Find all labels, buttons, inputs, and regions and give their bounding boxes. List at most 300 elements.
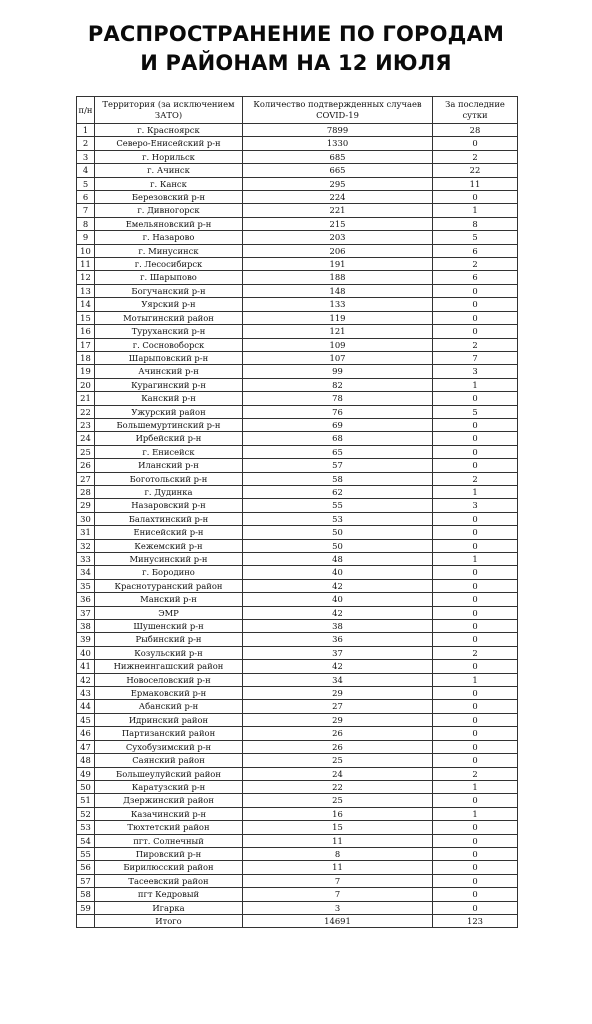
territory-cell: Нижнеингашский район [95,660,243,673]
territory-cell: Дзержинский район [95,794,243,807]
day-cell: 7 [433,351,518,364]
territory-cell: г. Минусинск [95,244,243,257]
row-num: 20 [77,378,95,391]
territory-cell: Партизанский район [95,727,243,740]
table-row [77,445,518,458]
table-row [77,298,518,311]
territory-cell: Бирилюсский район [95,861,243,874]
row-num: 16 [77,325,95,338]
day-cell: 0 [433,633,518,646]
table-row [77,687,518,700]
territory-cell: Идринский район [95,713,243,726]
row-num: 55 [77,847,95,860]
day-cell: 0 [433,298,518,311]
table-row [77,485,518,498]
day-cell: 6 [433,244,518,257]
day-cell: 0 [433,660,518,673]
table-row [77,740,518,753]
cases-cell: 42 [243,579,433,592]
row-num: 43 [77,687,95,700]
row-num: 37 [77,606,95,619]
row-num: 10 [77,244,95,257]
territory-cell: г. Назарово [95,231,243,244]
day-cell: 0 [433,325,518,338]
table-row [77,392,518,405]
row-num: 21 [77,392,95,405]
row-num: 12 [77,271,95,284]
cases-cell: 29 [243,713,433,726]
row-num: 36 [77,593,95,606]
territory-cell: Ермаковский р-н [95,687,243,700]
table-row [77,405,518,418]
territory-cell: г. Дудинка [95,485,243,498]
cases-cell: 133 [243,298,433,311]
table-row [77,606,518,619]
row-num: 41 [77,660,95,673]
day-cell: 0 [433,606,518,619]
day-cell: 3 [433,499,518,512]
cases-cell: 685 [243,150,433,163]
row-num: 48 [77,754,95,767]
cases-cell: 68 [243,432,433,445]
day-cell: 0 [433,620,518,633]
row-num: 58 [77,888,95,901]
table-row [77,660,518,673]
row-num: 9 [77,231,95,244]
cases-cell: 148 [243,284,433,297]
territory-cell: Ачинский р-н [95,365,243,378]
territory-cell: Казачинский р-н [95,807,243,820]
table-row [77,566,518,579]
territory-cell: г. Сосновоборск [95,338,243,351]
table-row [77,499,518,512]
territory-cell: Игарка [95,901,243,914]
cases-cell: 16 [243,807,433,820]
cases-cell: 215 [243,217,433,230]
territory-cell: Краснотуранский район [95,579,243,592]
row-num: 2 [77,137,95,150]
day-cell: 0 [433,713,518,726]
cases-cell: 109 [243,338,433,351]
title-line-2: И РАЙОНАМ НА 12 ИЮЛЯ [140,51,452,75]
territory-cell: Емельяновский р-н [95,217,243,230]
day-cell: 0 [433,284,518,297]
cases-cell: 40 [243,593,433,606]
day-cell: 2 [433,338,518,351]
row-num: 31 [77,526,95,539]
row-num: 23 [77,418,95,431]
day-cell: 1 [433,673,518,686]
day-cell: 3 [433,365,518,378]
cases-cell: 76 [243,405,433,418]
row-num: 8 [77,217,95,230]
territory-cell: г. Енисейск [95,445,243,458]
row-num: 45 [77,713,95,726]
cases-cell: 50 [243,539,433,552]
table-row [77,673,518,686]
territory-cell: Уярский р-н [95,298,243,311]
territory-cell: г. Канск [95,177,243,190]
row-num: 22 [77,405,95,418]
row-num: 38 [77,620,95,633]
row-num: 6 [77,191,95,204]
day-cell: 0 [433,700,518,713]
table-row [77,539,518,552]
table-row [77,874,518,887]
day-cell: 1 [433,485,518,498]
cases-cell: 121 [243,325,433,338]
row-num: 52 [77,807,95,820]
cases-cell: 48 [243,553,433,566]
cases-cell: 62 [243,485,433,498]
cases-cell: 65 [243,445,433,458]
row-num: 5 [77,177,95,190]
table-body [77,124,518,915]
cases-cell: 26 [243,727,433,740]
table-row [77,512,518,525]
cases-cell: 58 [243,472,433,485]
day-cell: 0 [433,418,518,431]
cases-cell: 25 [243,754,433,767]
header-day: За последние сутки [433,97,518,124]
day-cell: 0 [433,834,518,847]
total-day: 123 [433,914,518,927]
table-row [77,593,518,606]
table-row [77,847,518,860]
row-num: 51 [77,794,95,807]
day-cell: 0 [433,901,518,914]
territory-cell: г. Шарыпово [95,271,243,284]
header-num: п/н [77,97,95,124]
table-row [77,579,518,592]
row-num: 54 [77,834,95,847]
table-header-row [77,97,518,124]
cases-cell: 11 [243,834,433,847]
table-row [77,713,518,726]
row-num: 33 [77,553,95,566]
page-title [0,20,592,78]
day-cell: 2 [433,258,518,271]
table-row [77,284,518,297]
territory-cell: Мотыгинский район [95,311,243,324]
title-line-1: РАСПРОСТРАНЕНИЕ ПО ГОРОДАМ [87,22,505,46]
cases-cell: 221 [243,204,433,217]
territory-cell: Пировский р-н [95,847,243,860]
row-num: 53 [77,821,95,834]
cases-cell: 206 [243,244,433,257]
territory-cell: Рыбинский р-н [95,633,243,646]
table-row [77,727,518,740]
territory-cell: Каратузский р-н [95,780,243,793]
table-row [77,378,518,391]
table-row [77,325,518,338]
territory-cell: Сухобузимский р-н [95,740,243,753]
day-cell: 11 [433,177,518,190]
row-num: 14 [77,298,95,311]
day-cell: 0 [433,821,518,834]
day-cell: 0 [433,861,518,874]
row-num: 35 [77,579,95,592]
day-cell: 2 [433,646,518,659]
row-num: 26 [77,459,95,472]
cases-cell: 55 [243,499,433,512]
row-num: 44 [77,700,95,713]
day-cell: 1 [433,378,518,391]
row-num: 56 [77,861,95,874]
table-row [77,244,518,257]
day-cell: 0 [433,740,518,753]
day-cell: 5 [433,231,518,244]
day-cell: 0 [433,392,518,405]
day-cell: 5 [433,405,518,418]
table-row [77,177,518,190]
row-num: 46 [77,727,95,740]
territory-cell: Манский р-н [95,593,243,606]
row-num: 7 [77,204,95,217]
table-row [77,526,518,539]
territory-cell: Иланский р-н [95,459,243,472]
day-cell: 0 [433,847,518,860]
day-cell: 22 [433,164,518,177]
table-row [77,271,518,284]
cases-cell: 53 [243,512,433,525]
table-row [77,137,518,150]
table-row [77,888,518,901]
territory-cell: г. Лесосибирск [95,258,243,271]
row-num: 11 [77,258,95,271]
territory-cell: Ужурский район [95,405,243,418]
table-row [77,633,518,646]
table-row [77,807,518,820]
territory-cell: г. Дивногорск [95,204,243,217]
table-row [77,150,518,163]
row-num: 25 [77,445,95,458]
row-num: 24 [77,432,95,445]
row-num: 1 [77,124,95,137]
territory-cell: Большемуртинский р-н [95,418,243,431]
territory-cell: Шушенский р-н [95,620,243,633]
cases-cell: 57 [243,459,433,472]
day-cell: 0 [433,874,518,887]
day-cell: 0 [433,445,518,458]
territory-cell: Енисейский р-н [95,526,243,539]
territory-cell: Ирбейский р-н [95,432,243,445]
row-num: 50 [77,780,95,793]
row-num: 57 [77,874,95,887]
row-num: 28 [77,485,95,498]
row-num: 19 [77,365,95,378]
cases-cell: 69 [243,418,433,431]
territory-cell: Саянский район [95,754,243,767]
header-territory: Территория (за исключением ЗАТО) [95,97,243,124]
row-num: 39 [77,633,95,646]
territory-cell: пгт. Солнечный [95,834,243,847]
row-num: 27 [77,472,95,485]
territory-cell: Новоселовский р-н [95,673,243,686]
day-cell: 0 [433,459,518,472]
cases-cell: 22 [243,780,433,793]
day-cell: 0 [433,754,518,767]
table-row [77,432,518,445]
cases-cell: 7899 [243,124,433,137]
table-row [77,258,518,271]
table-row [77,191,518,204]
table-row [77,338,518,351]
cases-cell: 34 [243,673,433,686]
cases-cell: 29 [243,687,433,700]
territory-cell: Минусинский р-н [95,553,243,566]
row-num: 30 [77,512,95,525]
table-row [77,794,518,807]
row-num: 40 [77,646,95,659]
territory-cell: г. Красноярск [95,124,243,137]
territory-cell: Северо-Енисейский р-н [95,137,243,150]
day-cell: 1 [433,807,518,820]
cases-cell: 50 [243,526,433,539]
cases-cell: 24 [243,767,433,780]
cases-cell: 203 [243,231,433,244]
total-row [77,914,518,927]
territory-cell: г. Ачинск [95,164,243,177]
day-cell: 28 [433,124,518,137]
day-cell: 1 [433,780,518,793]
cases-cell: 3 [243,901,433,914]
day-cell: 0 [433,727,518,740]
territory-cell: Боготольский р-н [95,472,243,485]
territory-cell: Березовский р-н [95,191,243,204]
row-num: 47 [77,740,95,753]
cases-cell: 42 [243,660,433,673]
table-row [77,124,518,137]
row-num: 3 [77,150,95,163]
cases-cell: 188 [243,271,433,284]
day-cell: 0 [433,191,518,204]
table-row [77,204,518,217]
cases-cell: 224 [243,191,433,204]
territory-cell: ЭМР [95,606,243,619]
row-num: 34 [77,566,95,579]
day-cell: 0 [433,566,518,579]
cases-cell: 11 [243,861,433,874]
table-row [77,821,518,834]
table-row [77,780,518,793]
day-cell: 0 [433,539,518,552]
table-row [77,861,518,874]
day-cell: 0 [433,311,518,324]
table-row [77,472,518,485]
cases-cell: 7 [243,888,433,901]
day-cell: 0 [433,593,518,606]
row-num: 15 [77,311,95,324]
table-row [77,459,518,472]
territory-cell: Канский р-н [95,392,243,405]
cases-cell: 7 [243,874,433,887]
table-row [77,365,518,378]
territory-cell: Кежемский р-н [95,539,243,552]
day-cell: 0 [433,432,518,445]
territory-cell: Курагинский р-н [95,378,243,391]
table-row [77,901,518,914]
table-row [77,418,518,431]
row-num: 17 [77,338,95,351]
row-num: 4 [77,164,95,177]
cases-cell: 82 [243,378,433,391]
territory-cell: Тасеевский район [95,874,243,887]
covid-cases-table [76,96,518,928]
day-cell: 0 [433,137,518,150]
cases-cell: 37 [243,646,433,659]
cases-cell: 25 [243,794,433,807]
territory-cell: г. Норильск [95,150,243,163]
day-cell: 8 [433,217,518,230]
table-row [77,311,518,324]
territory-cell: Абанский р-н [95,700,243,713]
cases-cell: 119 [243,311,433,324]
cases-cell: 26 [243,740,433,753]
territory-cell: Тюхтетский район [95,821,243,834]
territory-cell: Богучанский р-н [95,284,243,297]
day-cell: 0 [433,579,518,592]
row-num: 42 [77,673,95,686]
day-cell: 0 [433,526,518,539]
day-cell: 0 [433,687,518,700]
cases-cell: 665 [243,164,433,177]
territory-cell: Большеулуйский район [95,767,243,780]
territory-cell: Назаровский р-н [95,499,243,512]
day-cell: 0 [433,888,518,901]
total-label: Итого [95,914,243,927]
table-row [77,351,518,364]
cases-cell: 40 [243,566,433,579]
territory-cell: Шарыповский р-н [95,351,243,364]
territory-cell: Балахтинский р-н [95,512,243,525]
cases-cell: 42 [243,606,433,619]
day-cell: 2 [433,472,518,485]
table-row [77,553,518,566]
territory-cell: пгт Кедровый [95,888,243,901]
table-row [77,754,518,767]
cases-cell: 15 [243,821,433,834]
row-num: 32 [77,539,95,552]
table-row [77,700,518,713]
cases-cell: 99 [243,365,433,378]
day-cell: 2 [433,150,518,163]
day-cell: 0 [433,512,518,525]
territory-cell: г. Бородино [95,566,243,579]
row-num: 49 [77,767,95,780]
cases-cell: 191 [243,258,433,271]
territory-cell: Туруханский р-н [95,325,243,338]
row-num: 18 [77,351,95,364]
row-num: 29 [77,499,95,512]
day-cell: 0 [433,794,518,807]
total-cases: 14691 [243,914,433,927]
row-num: 13 [77,284,95,297]
cases-cell: 8 [243,847,433,860]
row-num: 59 [77,901,95,914]
cases-cell: 1330 [243,137,433,150]
table-row [77,620,518,633]
cases-cell: 36 [243,633,433,646]
day-cell: 1 [433,204,518,217]
cases-cell: 107 [243,351,433,364]
header-cases: Количество подтвержденных случаев COVID-19 [243,97,433,124]
table-row [77,217,518,230]
day-cell: 6 [433,271,518,284]
table-row [77,646,518,659]
cases-cell: 78 [243,392,433,405]
table-row [77,164,518,177]
